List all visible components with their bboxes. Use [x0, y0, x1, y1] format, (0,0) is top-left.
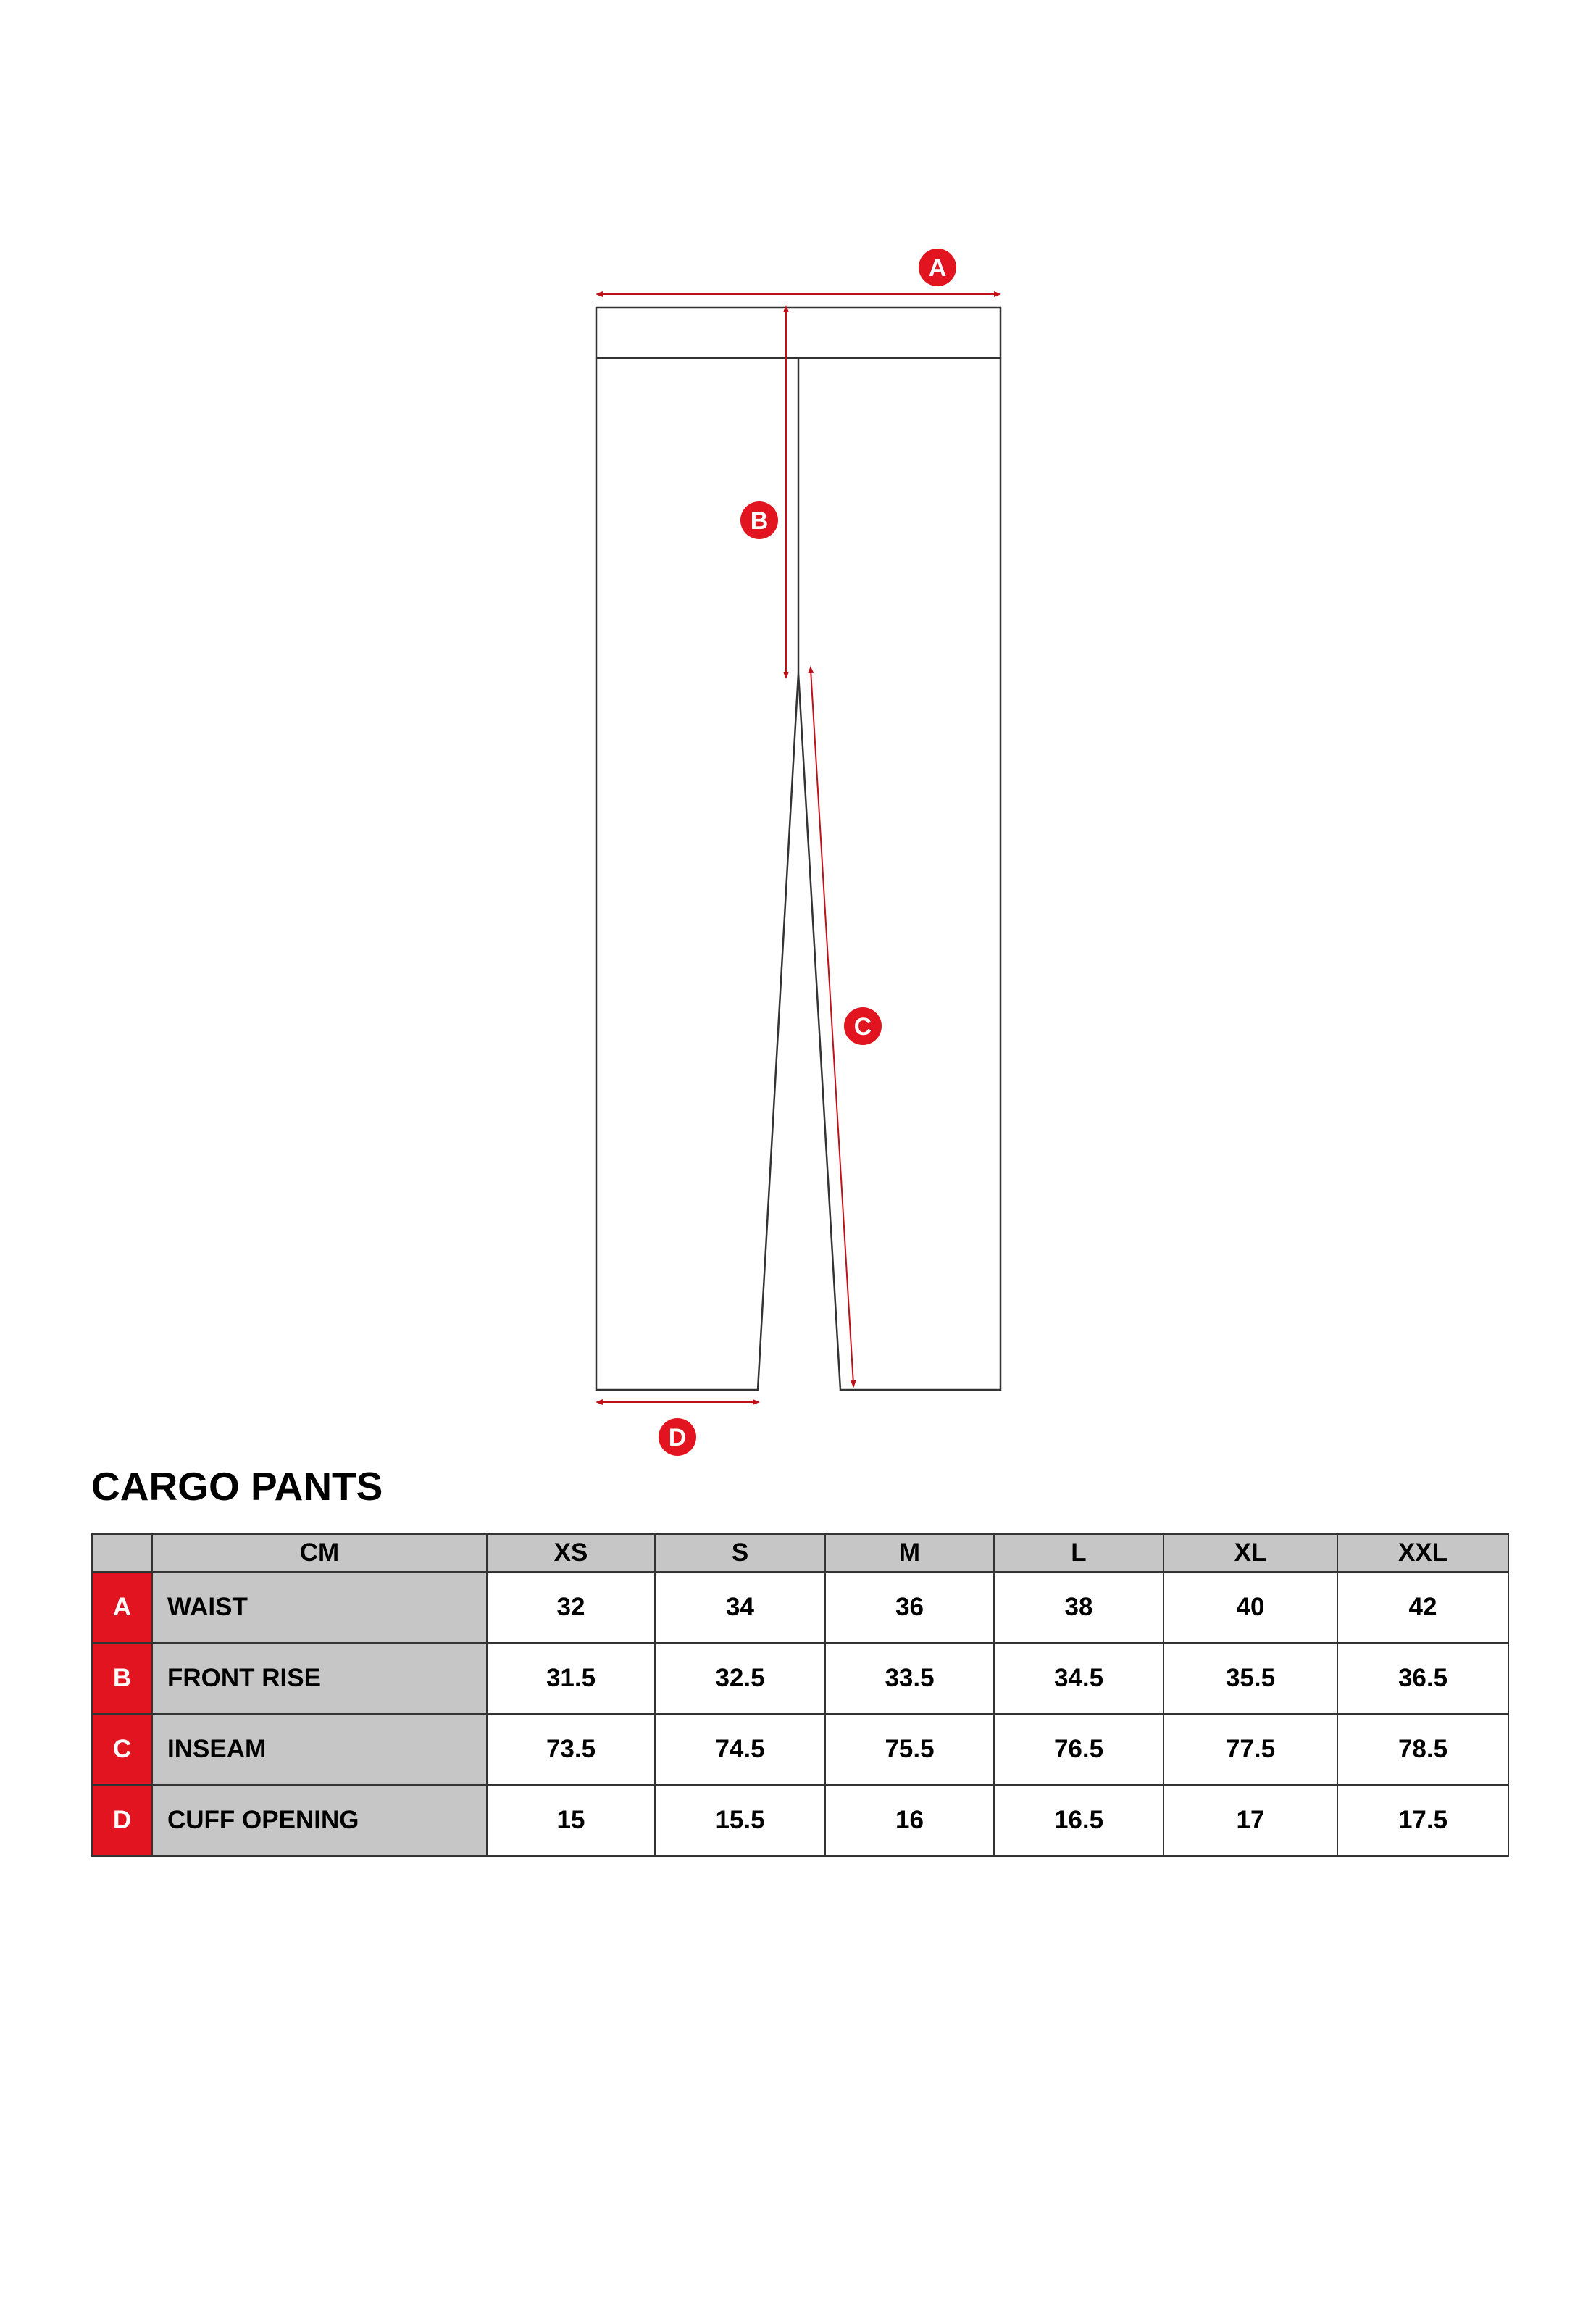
table-header-row [92, 1534, 1508, 1572]
row-letter: B [92, 1643, 152, 1714]
badge-a [919, 249, 956, 286]
row-label: WAIST [152, 1572, 487, 1643]
table-cell: 31.5 [487, 1643, 655, 1714]
badge-d [659, 1418, 696, 1456]
table-cell: 35.5 [1163, 1643, 1337, 1714]
table-cell: 17.5 [1337, 1785, 1508, 1856]
table-cell: 15.5 [655, 1785, 825, 1856]
header-corner [92, 1534, 152, 1572]
waistband [596, 307, 1000, 358]
table-cell: 33.5 [825, 1643, 994, 1714]
header-size-m: M [825, 1534, 994, 1572]
table-cell: 15 [487, 1785, 655, 1856]
table-cell: 32 [487, 1572, 655, 1643]
badge-b [740, 501, 778, 539]
table-cell: 77.5 [1163, 1714, 1337, 1785]
row-label: INSEAM [152, 1714, 487, 1785]
table-row [92, 1714, 1508, 1785]
product-title: CARGO PANTS [91, 1464, 383, 1509]
table-row [92, 1785, 1508, 1856]
table-cell: 17 [1163, 1785, 1337, 1856]
table-cell: 42 [1337, 1572, 1508, 1643]
table-cell: 32.5 [655, 1643, 825, 1714]
table-row [92, 1643, 1508, 1714]
size-chart-table [91, 1533, 1509, 1857]
row-letter: D [92, 1785, 152, 1856]
table-cell: 38 [994, 1572, 1163, 1643]
row-label: CUFF OPENING [152, 1785, 487, 1856]
table-cell: 16.5 [994, 1785, 1163, 1856]
svg-text:B: B [750, 507, 769, 535]
header-size-xs: XS [487, 1534, 655, 1572]
row-letter: C [92, 1714, 152, 1785]
svg-text:A: A [928, 254, 947, 282]
table-cell: 73.5 [487, 1714, 655, 1785]
table-cell: 75.5 [825, 1714, 994, 1785]
row-letter: A [92, 1572, 152, 1643]
table-cell: 76.5 [994, 1714, 1163, 1785]
svg-text:D: D [668, 1424, 687, 1451]
table-cell: 16 [825, 1785, 994, 1856]
header-size-l: L [994, 1534, 1163, 1572]
table-cell: 40 [1163, 1572, 1337, 1643]
row-label: FRONT RISE [152, 1643, 487, 1714]
header-size-xl: XL [1163, 1534, 1337, 1572]
header-size-xxl: XXL [1337, 1534, 1508, 1572]
table-cell: 78.5 [1337, 1714, 1508, 1785]
header-size-s: S [655, 1534, 825, 1572]
table-cell: 74.5 [655, 1714, 825, 1785]
table-row [92, 1572, 1508, 1643]
svg-text:C: C [853, 1013, 872, 1041]
table-cell: 34 [655, 1572, 825, 1643]
header-unit: CM [152, 1534, 487, 1572]
table-cell: 36.5 [1337, 1643, 1508, 1714]
table-cell: 36 [825, 1572, 994, 1643]
badge-c [844, 1007, 882, 1045]
pants-outline [596, 307, 1000, 1390]
table-cell: 34.5 [994, 1643, 1163, 1714]
